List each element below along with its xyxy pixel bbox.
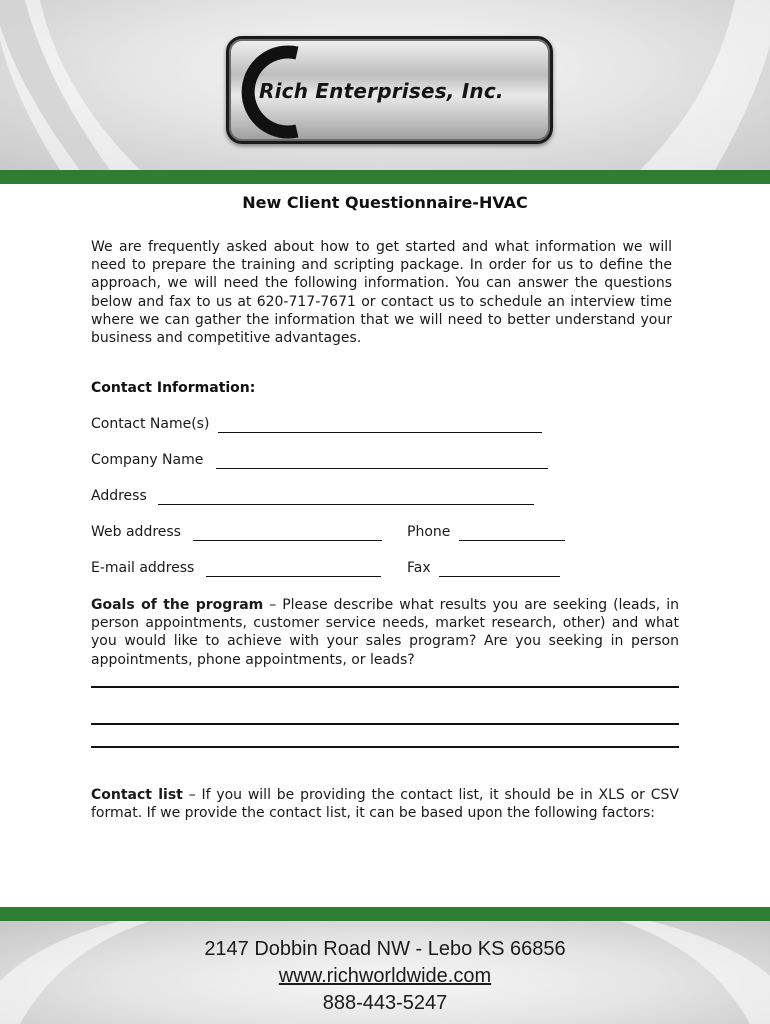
goals-text: – Please describe what results you are seeking (leads, in person appointments, customer service needs, market research, other) and what you would like to achieve with your sales program? Are you seeking in person appointments, phone appointments, or leads?: [91, 597, 679, 668]
contact-list-paragraph: [91, 786, 679, 822]
contact-info-heading: Contact Information:: [91, 380, 256, 396]
address-label: Address: [91, 488, 147, 504]
goals-answer-line-1[interactable]: [91, 686, 679, 688]
goals-answer-line-3[interactable]: [91, 746, 679, 748]
footer-green-bar: [0, 907, 770, 921]
goals-label: Goals of the program: [91, 597, 264, 613]
fax-label: Fax: [407, 560, 431, 576]
phone-label: Phone: [407, 524, 451, 540]
address-field[interactable]: [158, 504, 534, 505]
contact-name-label: Contact Name(s): [91, 416, 210, 432]
web-address-field[interactable]: [193, 540, 382, 541]
header-green-bar: [0, 170, 770, 184]
contact-list-text: – If you will be providing the contact list, it should be in XLS or CSV format. If we provide the contact list, it can be based upon the following factors:: [91, 787, 679, 822]
footer-website-link[interactable]: www.richworldwide.com: [278, 965, 492, 987]
contact-list-label: Contact list: [91, 787, 183, 803]
company-name-label: Company Name: [91, 452, 204, 468]
company-name-field[interactable]: [216, 468, 548, 469]
company-logo: [226, 36, 553, 144]
footer-phone: 888-443-5247: [322, 992, 448, 1014]
footer-address: 2147 Dobbin Road NW - Lebo KS 66856: [204, 938, 566, 960]
page-title: New Client Questionnaire-HVAC: [242, 193, 528, 212]
goals-answer-line-2[interactable]: [91, 723, 679, 725]
intro-paragraph: We are frequently asked about how to get started and what information we will need to prepare the training and scripting package. In order for us to define the approach, we will need the following information. You can answer the questions below and fax to us at 620-717-7671 or contact us to schedule an interview time where we can gather the information that we will need to better understand your business and competitive advantages.: [91, 239, 672, 347]
phone-field[interactable]: [459, 540, 565, 541]
letterhead-footer: [0, 921, 770, 1024]
letterhead-header: [0, 0, 770, 170]
contact-name-field[interactable]: [218, 432, 542, 433]
email-label: E-mail address: [91, 560, 195, 576]
fax-field[interactable]: [439, 576, 560, 577]
email-field[interactable]: [206, 576, 381, 577]
web-address-label: Web address: [91, 524, 181, 540]
goals-paragraph: [91, 596, 679, 669]
logo-text: Rich Enterprises, Inc.: [259, 79, 504, 103]
